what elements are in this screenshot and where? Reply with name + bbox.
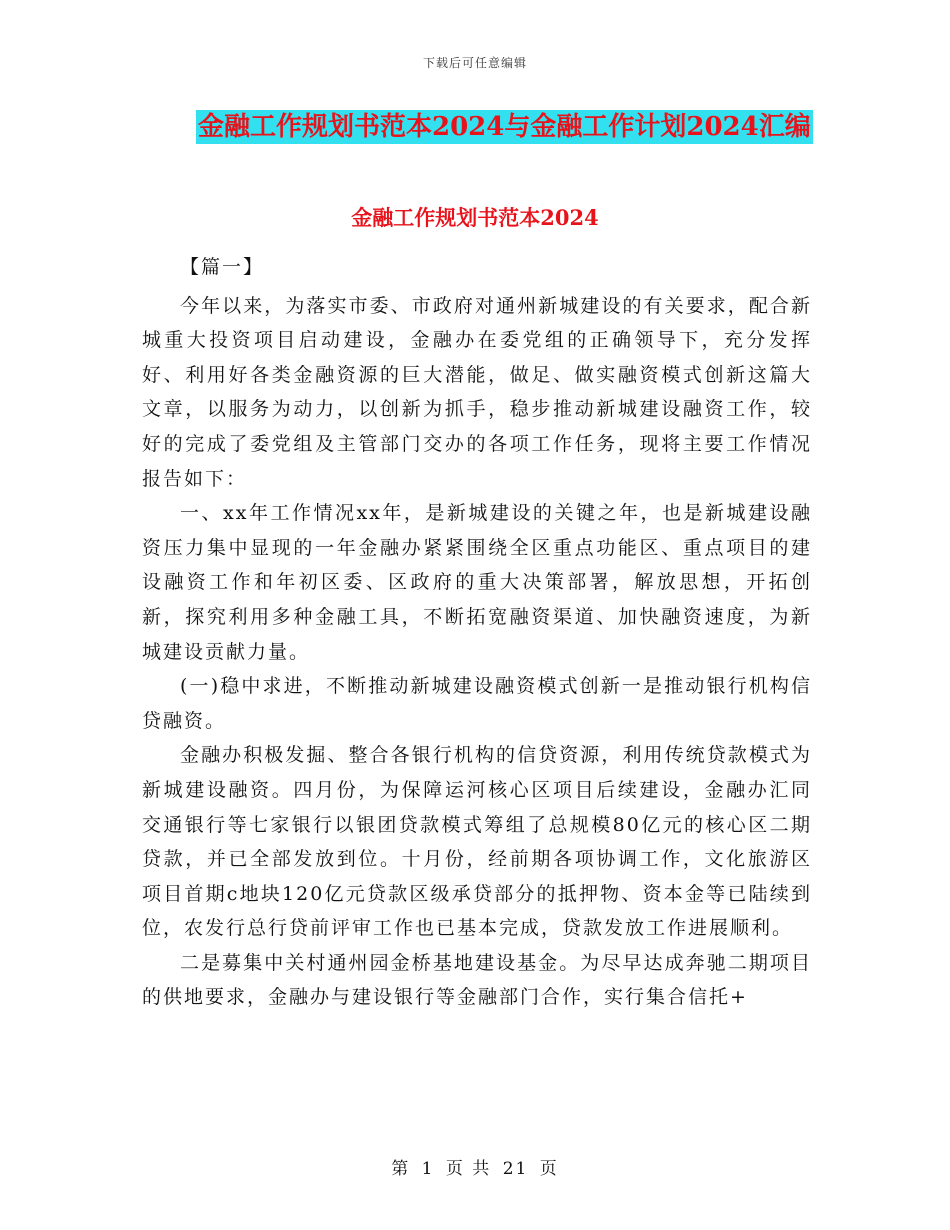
paragraph-2: 一、xx年工作情况xx年，是新城建设的关键之年，也是新城建设融资压力集中显现的一年金融办紧紧围绕全区重点功能区、重点项目的建设融资工作和年初区委、区政府的重大决策部署，解放思想，开拓创新，探究利用多种金融工具，不断拓宽融资渠道、加快融资速度，为新城建设贡献力量。 [142,502,812,663]
footer-suffix: 页 [539,1159,559,1179]
section-label: 【篇一】 [180,256,265,278]
sub-title: 金融工作规划书范本2024 [351,205,599,230]
footer-total-pages: 21 [502,1159,529,1179]
footer-prefix: 第 [391,1159,411,1179]
paragraph-5: 二是募集中关村通州园金桥基地建设基金。为尽早达成奔驰二期项目的供地要求，金融办与建设银行等金融部门合作，实行集合信托+ [142,951,812,1009]
footer-middle: 页 共 [445,1159,492,1179]
paragraph-1: 今年以来，为落实市委、市政府对通州新城建设的有关要求，配合新城重大投资项目启动建设，金融办在委党组的正确领导下，充分发挥好、利用好各类金融资源的巨大潜能，做足、做实融资模式创新这篇大文章，以服务为动力，以创新为抓手，稳步推动新城建设融资工作，较好的完成了委党组及主管部门交办的各项工作任务，现将主要工作情况报告如下： [142,294,812,490]
document-body [142,250,812,1015]
main-title: 金融工作规划书范本2024与金融工作计划2024汇编 [198,112,811,142]
page-footer [0,1154,950,1179]
main-title-container [196,110,811,146]
paragraph-4: 金融办积极发掘、整合各银行机构的信贷资源，利用传统贷款模式为新城建设融资。四月份，为保障运河核心区项目后续建设，金融办汇同交通银行等七家银行以银团贷款模式筹组了总规模80亿元的核心区二期贷款，并已全部发放到位。十月份，经前期各项协调工作，文化旅游区项目首期c地块120亿元贷款区级承贷部分的抵押物、资本金等已陆续到位，农发行总行贷前评审工作也已基本完成，贷款发放工作进展顺利。 [142,744,812,940]
header-note: 下载后可任意编辑 [422,56,527,70]
paragraph-3: (一)稳中求进，不断推动新城建设融资模式创新一是推动银行机构信贷融资。 [142,675,812,732]
footer-page-number: 1 [421,1159,435,1179]
